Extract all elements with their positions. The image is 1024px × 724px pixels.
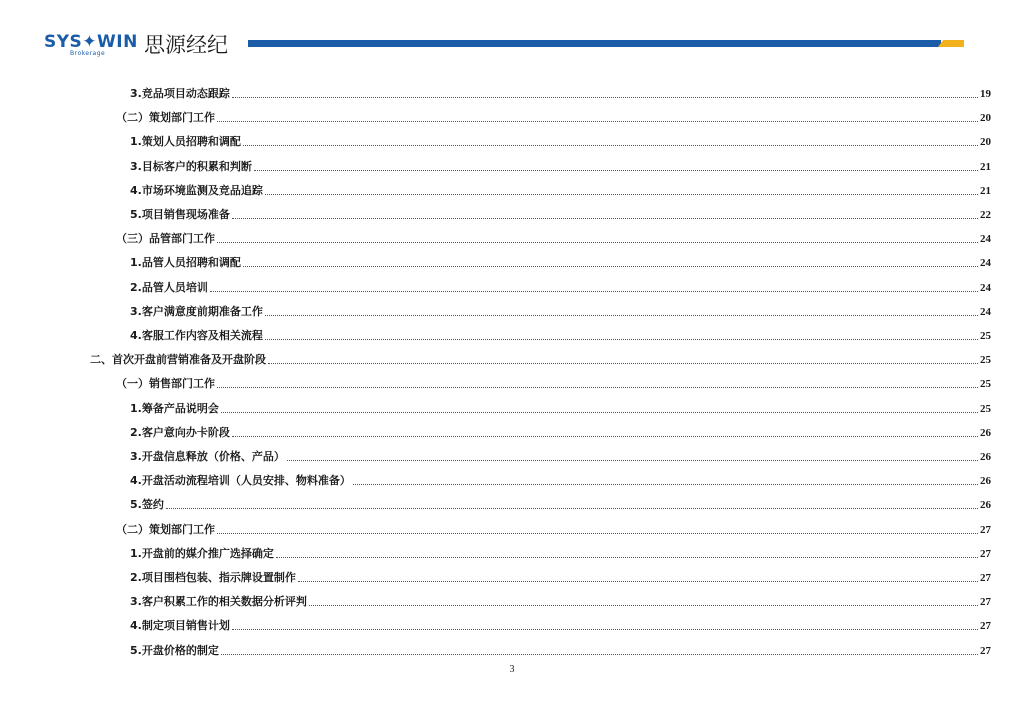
toc-entry-page: 27 <box>980 620 991 633</box>
toc-dot-leader <box>265 194 978 195</box>
toc-entry-page: 24 <box>980 281 991 294</box>
toc-entry-title: 1.筹备产品说明会 <box>130 401 219 415</box>
toc-entry-page: 27 <box>980 596 991 609</box>
toc-entry-page: 27 <box>980 572 991 584</box>
toc-entry[interactable] <box>130 303 991 319</box>
toc-entry-title: （二）策划部门工作 <box>116 522 215 536</box>
toc-entry-title: 3.竞品项目动态跟踪 <box>130 87 230 100</box>
toc-entry-page: 26 <box>980 451 991 463</box>
toc-entry[interactable] <box>130 206 991 222</box>
toc-entry[interactable] <box>130 545 991 561</box>
toc-entry-title: 3.目标客户的积累和判断 <box>130 159 252 173</box>
toc-entry-title: 二、首次开盘前营销准备及开盘阶段 <box>90 353 266 367</box>
toc-entry[interactable] <box>130 400 991 416</box>
toc-entry-page: 19 <box>980 88 991 100</box>
toc-dot-leader <box>287 460 978 461</box>
toc-dot-leader <box>276 557 978 558</box>
toc-entry[interactable] <box>130 593 991 609</box>
toc-dot-leader <box>217 242 978 243</box>
toc-entry-title: 1.品管人员招聘和调配 <box>130 256 241 270</box>
toc-dot-leader <box>243 145 978 146</box>
toc-entry-page: 27 <box>980 523 991 536</box>
toc-entry[interactable] <box>130 133 991 149</box>
toc-entry-page: 20 <box>980 136 991 149</box>
toc-entry[interactable] <box>130 642 991 658</box>
toc-entry-title: 2.品管人员培训 <box>130 280 208 294</box>
toc-dot-leader <box>232 436 978 437</box>
toc-dot-leader <box>232 629 978 630</box>
toc-dot-leader <box>243 266 978 267</box>
toc-entry-page: 21 <box>980 160 991 173</box>
toc-entry[interactable] <box>130 85 991 101</box>
toc-entry[interactable] <box>130 158 991 174</box>
toc-dot-leader <box>353 484 978 485</box>
toc-entry[interactable] <box>90 351 991 367</box>
toc-entry-page: 27 <box>980 547 991 560</box>
toc-dot-leader <box>265 339 978 340</box>
toc-dot-leader <box>298 581 978 582</box>
toc-entry-title: 4.市场环境监测及竞品追踪 <box>130 183 263 197</box>
toc-dot-leader <box>166 508 978 509</box>
logo-chinese-text: 思源经纪 <box>144 33 228 57</box>
toc-entry-page: 21 <box>980 184 991 197</box>
logo-subtitle: Brokerage <box>70 50 106 57</box>
toc-entry[interactable] <box>130 617 991 633</box>
toc-entry-page: 22 <box>980 209 991 221</box>
toc-dot-leader <box>268 363 978 364</box>
toc-entry[interactable] <box>130 182 991 198</box>
toc-dot-leader <box>221 654 978 655</box>
toc-entry[interactable] <box>130 496 991 512</box>
toc-entry-title: 2.项目围档包装、指示牌设置制作 <box>130 571 296 584</box>
toc-entry[interactable] <box>130 472 991 488</box>
toc-entry-page: 24 <box>980 233 991 246</box>
toc-entry[interactable] <box>116 521 991 537</box>
toc-entry-title: 4.客服工作内容及相关流程 <box>130 329 263 342</box>
toc-entry-title: 5.开盘价格的制定 <box>130 643 219 657</box>
toc-dot-leader <box>221 412 978 413</box>
toc-entry[interactable] <box>116 109 991 125</box>
toc-dot-leader <box>217 121 978 122</box>
toc-dot-leader <box>217 533 978 534</box>
toc-entry-title: 1.策划人员招聘和调配 <box>130 135 241 149</box>
toc-entry-page: 26 <box>980 475 991 488</box>
toc-entry-page: 24 <box>980 305 991 318</box>
toc-dot-leader <box>254 170 978 171</box>
toc-dot-leader <box>217 387 978 388</box>
toc-entry-page: 25 <box>980 378 991 391</box>
toc-entry[interactable] <box>130 569 991 585</box>
toc-entry[interactable] <box>130 448 991 464</box>
page-number: 3 <box>509 664 515 675</box>
toc-dot-leader <box>265 315 978 316</box>
toc-entry-page: 20 <box>980 112 991 125</box>
toc-entry-title: 5.签约 <box>130 498 164 512</box>
toc-entry-page: 25 <box>980 330 991 342</box>
toc-entry-title: 4.制定项目销售计划 <box>130 619 230 633</box>
toc-dot-leader <box>232 97 978 98</box>
toc-dot-leader <box>309 605 978 606</box>
toc-entry[interactable] <box>130 279 991 295</box>
toc-entry-page: 25 <box>980 402 991 415</box>
toc-entry-title: （三）品管部门工作 <box>116 232 215 246</box>
toc-entry-page: 26 <box>980 426 991 439</box>
toc-entry-page: 24 <box>980 257 991 270</box>
toc-entry[interactable] <box>130 327 991 343</box>
toc-entry-title: 3.客户积累工作的相关数据分析评判 <box>130 595 307 609</box>
toc-entry-page: 27 <box>980 644 991 657</box>
toc-entry-title: 3.客户满意度前期准备工作 <box>130 304 263 318</box>
toc-entry-title: （二）策划部门工作 <box>116 111 215 125</box>
toc-entry-title: 5.项目销售现场准备 <box>130 208 230 221</box>
toc-entry[interactable] <box>130 424 991 440</box>
toc-entry-title: 4.开盘活动流程培训（人员安排、物料准备） <box>130 474 351 488</box>
toc-entry-page: 26 <box>980 499 991 512</box>
toc-entry-title: 2.客户意向办卡阶段 <box>130 425 230 439</box>
toc-entry[interactable] <box>130 254 991 270</box>
toc-entry[interactable] <box>116 230 991 246</box>
toc-entry[interactable] <box>116 375 991 391</box>
toc-dot-leader <box>232 218 978 219</box>
toc-entry-page: 25 <box>980 354 991 367</box>
toc-entry-title: （一）销售部门工作 <box>116 377 215 391</box>
logo-english-text: SYS✦WIN <box>44 32 138 52</box>
toc-dot-leader <box>210 291 978 292</box>
toc-entry-title: 3.开盘信息释放（价格、产品） <box>130 450 285 463</box>
toc-entry-title: 1.开盘前的媒介推广选择确定 <box>130 546 274 560</box>
